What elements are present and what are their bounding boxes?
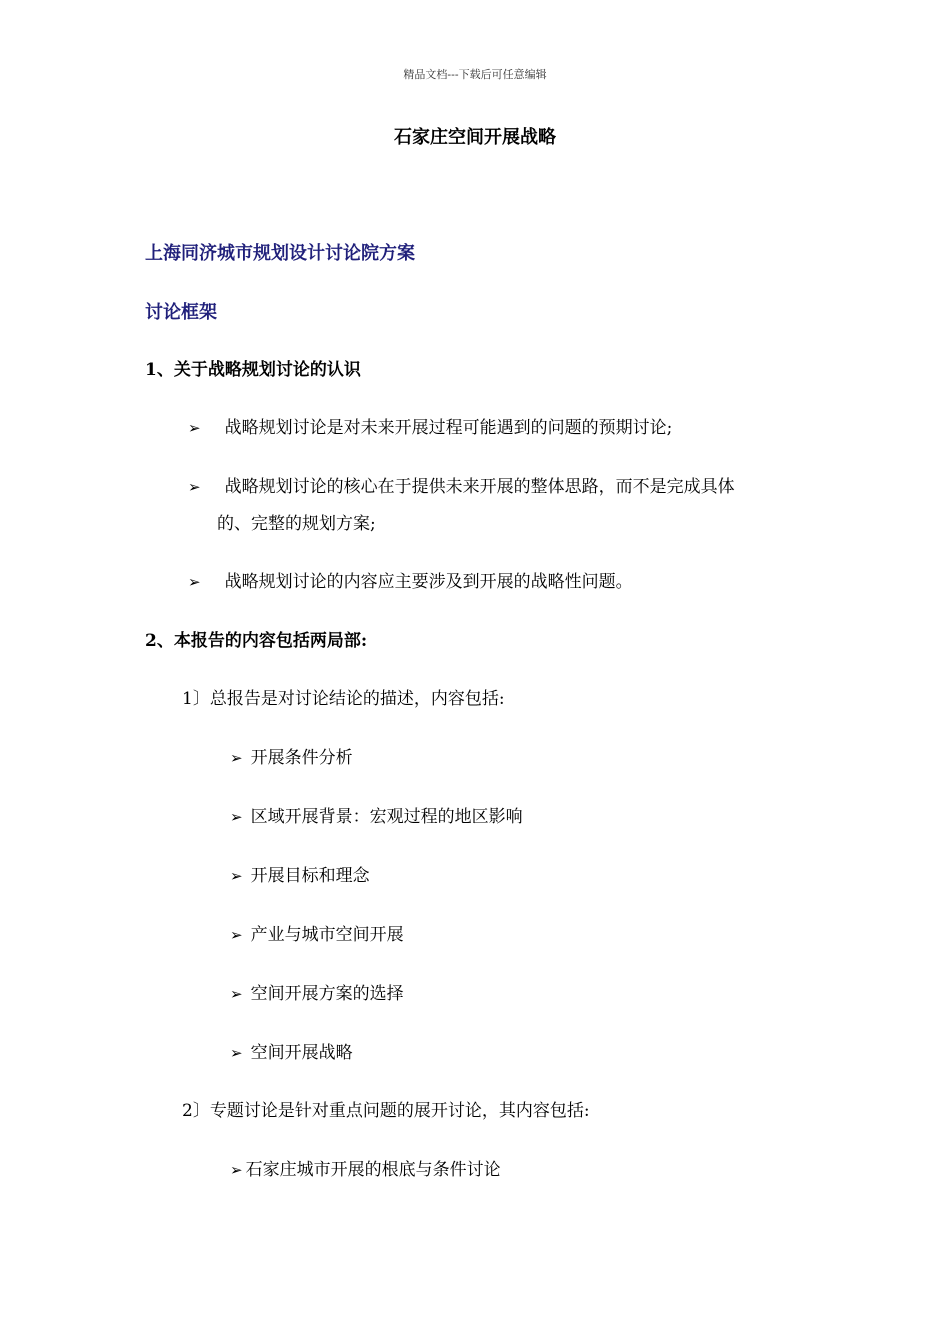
- list-item: [230, 927, 404, 944]
- bullet-text: 开展条件分析: [250, 748, 353, 768]
- part-2-heading: 2〕专题讨论是针对重点问题的展开讨论，其内容包括:: [182, 1101, 590, 1121]
- arrow-bullet-icon: ➢: [188, 419, 201, 437]
- section-2-heading: 2、本报告的内容包括两局部:: [145, 631, 368, 651]
- arrow-bullet-icon: ➢: [230, 808, 243, 826]
- list-item: [230, 986, 404, 1003]
- arrow-bullet-icon: ➢: [230, 867, 243, 885]
- arrow-bullet-icon: ➢: [188, 478, 201, 496]
- bullet-text: 区域开展背景：宏观过程的地区影响: [250, 807, 523, 827]
- list-item: [188, 574, 633, 591]
- bullet-continuation: 的、完整的规划方案;: [217, 514, 376, 534]
- header-note: 精品文档---下载后可任意编辑: [403, 68, 547, 81]
- part-1-heading: 1〕总报告是对讨论结论的描述，内容包括:: [182, 689, 505, 709]
- list-item: [230, 809, 523, 826]
- list-item: [188, 479, 735, 496]
- list-item: [230, 1045, 353, 1062]
- framework-heading: 讨论框架: [145, 302, 217, 323]
- bullet-text: 空间开展战略: [250, 1043, 353, 1063]
- arrow-bullet-icon: ➢: [230, 1044, 243, 1062]
- arrow-bullet-icon: ➢: [230, 985, 243, 1003]
- arrow-bullet-icon: ➢: [230, 749, 243, 767]
- document-title: 石家庄空间开展战略: [394, 127, 556, 148]
- bullet-text: 战略规划讨论的内容应主要涉及到开展的战略性问题。: [224, 572, 633, 592]
- bullet-text: 开展目标和理念: [250, 866, 370, 886]
- bullet-text: 战略规划讨论是对未来开展过程可能遇到的问题的预期讨论;: [224, 418, 673, 438]
- bullet-text: 战略规划讨论的核心在于提供未来开展的整体思路，而不是完成具体: [224, 477, 735, 497]
- section-1-heading: 1、关于战略规划讨论的认识: [145, 360, 361, 380]
- bullet-text: 空间开展方案的选择: [250, 984, 404, 1004]
- list-item: [230, 1162, 501, 1179]
- arrow-bullet-icon: ➢: [188, 573, 201, 591]
- bullet-text: 石家庄城市开展的根底与条件讨论: [245, 1160, 501, 1180]
- list-item: [230, 868, 370, 885]
- org-heading: 上海同济城市规划设计讨论院方案: [145, 243, 415, 264]
- arrow-bullet-icon: ➢: [230, 1161, 243, 1179]
- list-item: [188, 420, 672, 437]
- bullet-text: 产业与城市空间开展: [250, 925, 404, 945]
- list-item: [230, 750, 353, 767]
- arrow-bullet-icon: ➢: [230, 926, 243, 944]
